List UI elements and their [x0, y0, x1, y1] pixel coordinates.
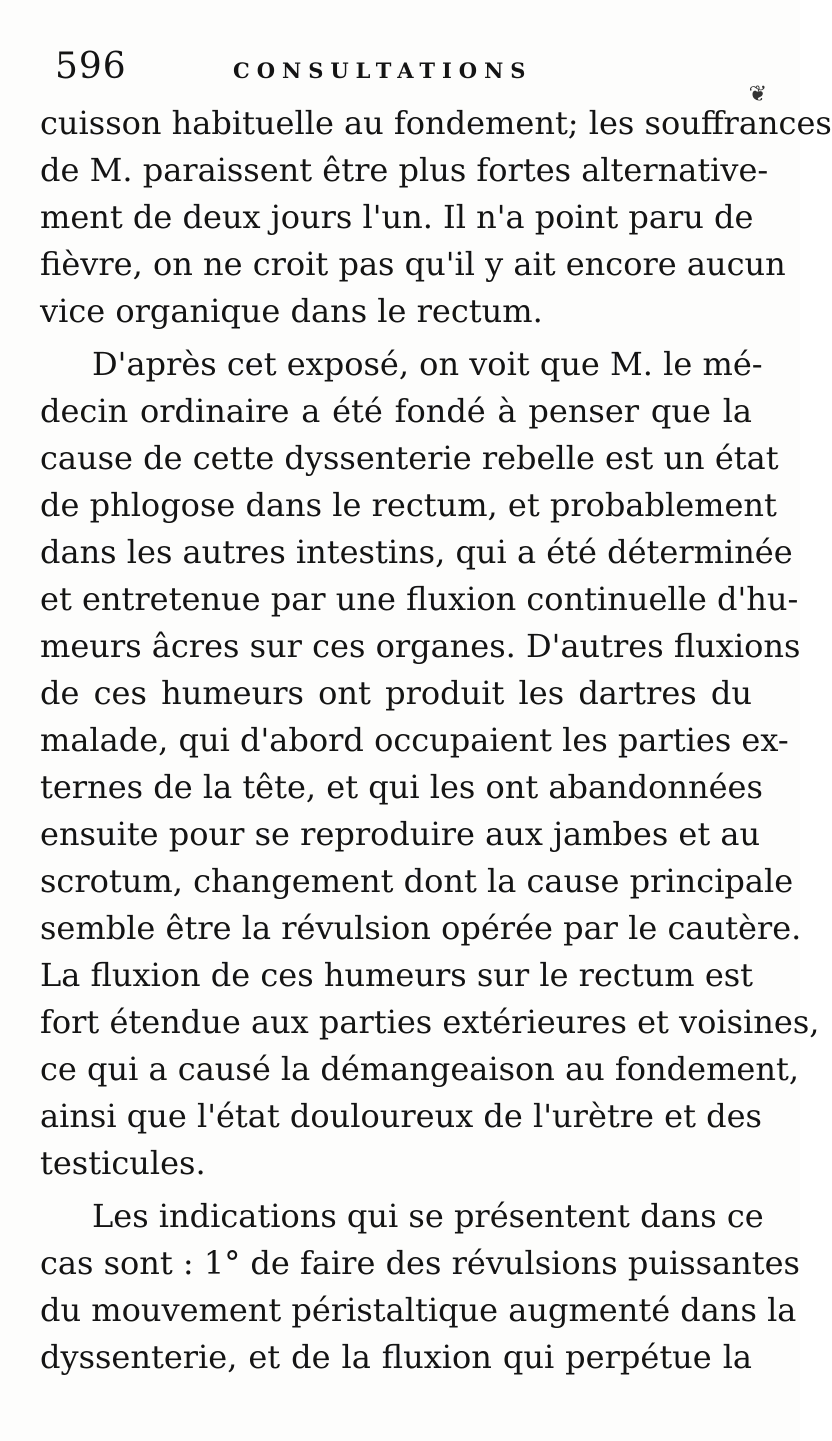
text-line: de M. paraissent être plus fortes alternative- — [40, 151, 769, 189]
text-line: dyssenterie, et de la fluxion qui perpétue la — [40, 1338, 752, 1376]
text-line: D'après cet exposé, on voit que M. le mé- — [92, 345, 763, 383]
text-line: cuisson habituelle au fondement; les souffrances — [40, 104, 832, 142]
running-head: CONSULTATIONS — [233, 58, 533, 83]
text-line: du mouvement péristaltique augmenté dans la — [40, 1291, 797, 1329]
text-line: vice organique dans le rectum. — [40, 292, 543, 330]
text-line: Les indications qui se présentent dans ce — [92, 1197, 764, 1235]
text-line: cause de cette dyssenterie rebelle est un état — [40, 439, 779, 477]
text-line: La fluxion de ces humeurs sur le rectum est — [40, 956, 754, 994]
body-text — [40, 100, 832, 1381]
text-line: ce qui a causé la démangeaison au fondement, — [40, 1050, 799, 1088]
text-line: semble être la révulsion opérée par le cautère. — [40, 909, 802, 947]
text-line: de phlogose dans le rectum, et probablement — [40, 486, 777, 524]
paragraph — [40, 341, 820, 1187]
text-line: meurs âcres sur ces organes. D'autres fluxions — [40, 627, 801, 665]
page-number: 596 — [55, 46, 127, 87]
ink-blot-icon: ❦ — [748, 82, 767, 107]
text-line: de ces humeurs ont produit les dartres du — [40, 674, 752, 712]
text-line: testicules. — [40, 1144, 206, 1182]
text-line: ment de deux jours l'un. Il n'a point paru de — [40, 198, 754, 236]
text-line: fièvre, on ne croit pas qu'il y ait encore aucun — [40, 245, 786, 283]
text-line: scrotum, changement dont la cause principale — [40, 862, 794, 900]
text-line: ensuite pour se reproduire aux jambes et au — [40, 815, 761, 853]
paragraph — [40, 1193, 800, 1381]
text-line: malade, qui d'abord occupaient les parties ex- — [40, 721, 789, 759]
text-line: fort étendue aux parties extérieures et voisines, — [40, 1003, 820, 1041]
paragraph — [40, 100, 832, 335]
text-line: ternes de la tête, et qui les ont abandonnées — [40, 768, 763, 806]
text-line: ainsi que l'état douloureux de l'urètre et des — [40, 1097, 762, 1135]
text-line: cas sont : 1° de faire des révulsions puissantes — [40, 1244, 800, 1282]
page-header — [55, 46, 767, 107]
text-line: et entretenue par une fluxion continuelle d'hu- — [40, 580, 799, 618]
text-line: dans les autres intestins, qui a été déterminée — [40, 533, 793, 571]
text-line: decin ordinaire a été fondé à penser que la — [40, 392, 752, 430]
